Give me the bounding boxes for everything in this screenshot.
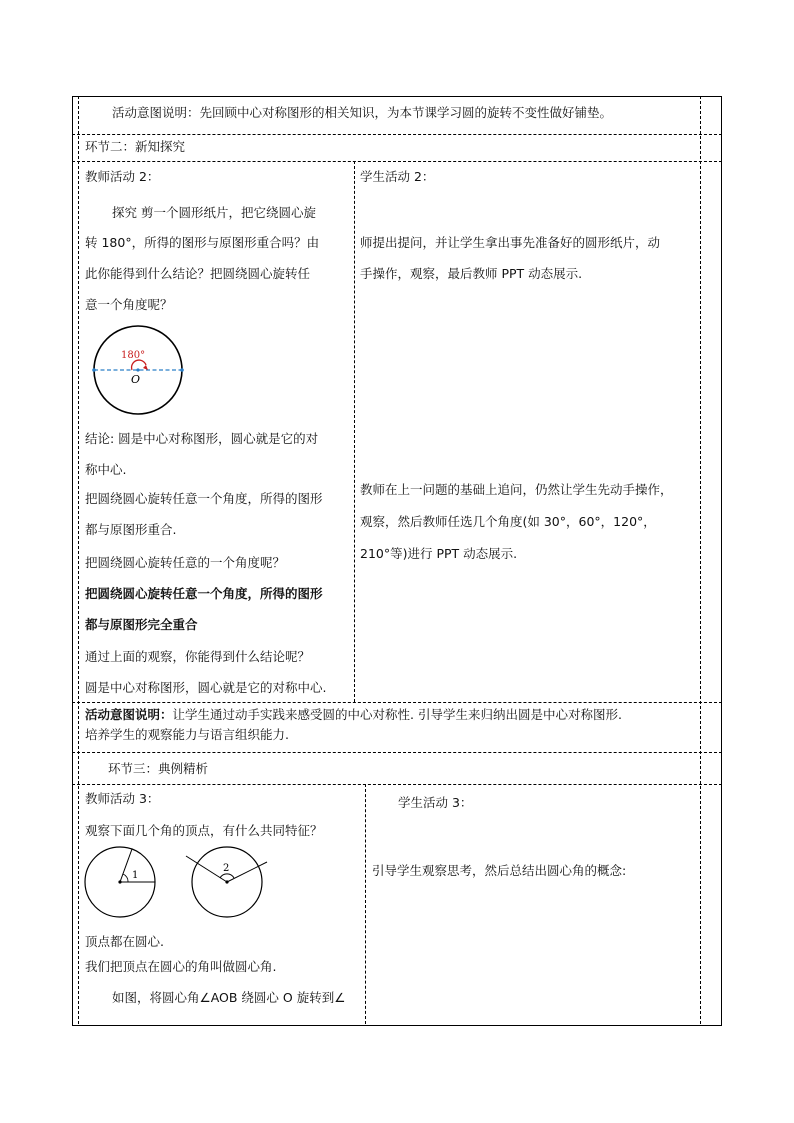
center-point — [136, 368, 139, 371]
col-sep-sec2 — [354, 161, 355, 702]
radius-upper — [120, 849, 132, 882]
intent-note-2 — [85, 706, 622, 724]
table-right-border — [721, 96, 722, 1026]
table-top-border — [72, 96, 722, 97]
bold-line: 把圆绕圆心旋转任意一个角度，所得的图形 — [85, 586, 323, 601]
intent-note-2b: 培养学生的观察能力与语言组织能力. — [85, 727, 289, 742]
intent-label: 活动意图说明： — [85, 707, 173, 722]
student-line: 师提出提问，并让学生拿出事先准备好的圆形纸片，动 — [360, 235, 661, 250]
circle-rotation-figure — [85, 320, 195, 420]
section-heading-2: 环节二：新知探究 — [85, 139, 186, 154]
teacher-line: 转 180°，所得的图形与原图形重合吗？由 — [85, 235, 320, 250]
rotation-arrow — [132, 360, 146, 370]
intent-note-1: 活动意图说明：先回顾中心对称图形的相关知识，为本节课学习圆的旋转不变性做好铺垫。 — [112, 105, 613, 120]
center-point — [118, 880, 121, 883]
answer-line: 我们把顶点在圆心的角叫做圆心角. — [85, 959, 277, 974]
teacher-line: 此你能得到什么结论？把圆绕圆心旋转任 — [85, 266, 311, 281]
row-sep-1 — [72, 134, 722, 135]
conclusion-line: 把圆绕圆心旋转任意的一个角度呢？ — [85, 555, 286, 570]
final-line: 圆是中心对称图形，圆心就是它的对称中心. — [85, 680, 327, 695]
col-sep-sec3 — [365, 784, 366, 1024]
diameter-end-right — [180, 368, 184, 372]
angle-arc — [123, 874, 128, 882]
student-line: 教师在上一问题的基础上追问，仍然让学生先动手操作， — [360, 482, 673, 497]
answer-line: 顶点都在圆心. — [85, 934, 164, 949]
teacher-activity-3-title: 教师活动 3： — [85, 791, 160, 806]
teacher-line: 意一个角度呢？ — [85, 297, 173, 312]
diameter-end-left — [92, 368, 96, 372]
angle-arc — [220, 874, 234, 878]
row-sep-5 — [72, 784, 722, 785]
inner-right-edge — [700, 96, 701, 1024]
teacher-line: 探究 剪一个圆形纸片，把它绕圆心旋 — [112, 205, 316, 220]
student-line: 观察，然后教师任选几个角度(如 30°，60°，120°， — [360, 514, 656, 529]
inner-left-edge — [78, 96, 79, 1024]
final-line: 通过上面的观察，你能得到什么结论呢？ — [85, 649, 311, 664]
section-heading-3: 环节三：典例精析 — [108, 761, 209, 776]
center-label: O — [131, 373, 141, 386]
student-line: 手操作，观察，最后教师 PPT 动态展示. — [360, 266, 583, 281]
row-sep-3 — [72, 702, 722, 703]
teacher-activity-2-title: 教师活动 2： — [85, 169, 160, 184]
bold-line: 都与原图形完全重合 — [85, 617, 198, 632]
center-point — [225, 880, 228, 883]
central-angle-figure-2 — [183, 842, 273, 922]
conclusion-line: 称中心. — [85, 462, 127, 477]
last-line: 如图，将圆心角∠AOB 绕圆心 O 旋转到∠ — [112, 990, 346, 1005]
student-activity-3-title: 学生活动 3： — [398, 795, 473, 810]
row-sep-2 — [72, 161, 722, 162]
conclusion-line: 都与原图形重合. — [85, 522, 177, 537]
angle-label: 180° — [121, 350, 146, 361]
student-activity-2-title: 学生活动 2： — [360, 169, 435, 184]
intent-text: 让学生通过动手实践来感受圆的中心对称性. 引导学生来归纳出圆是中心对称图形. — [172, 707, 622, 722]
central-angle-figure-1 — [80, 842, 165, 922]
angle-label: 2 — [223, 863, 230, 874]
student-line: 引导学生观察思考，然后总结出圆心角的概念: — [372, 863, 627, 878]
table-left-border — [72, 96, 73, 1026]
student-line: 210°等)进行 PPT 动态展示. — [360, 546, 518, 561]
conclusion-line: 结论: 圆是中心对称图形，圆心就是它的对 — [85, 431, 319, 446]
table-bottom-border — [72, 1025, 722, 1026]
conclusion-line: 把圆绕圆心旋转任意一个角度，所得的图形 — [85, 491, 323, 506]
rotation-arrowhead — [143, 365, 148, 370]
question: 观察下面几个角的顶点，有什么共同特征？ — [85, 823, 323, 838]
row-sep-4 — [72, 752, 722, 753]
angle-label: 1 — [132, 870, 139, 881]
